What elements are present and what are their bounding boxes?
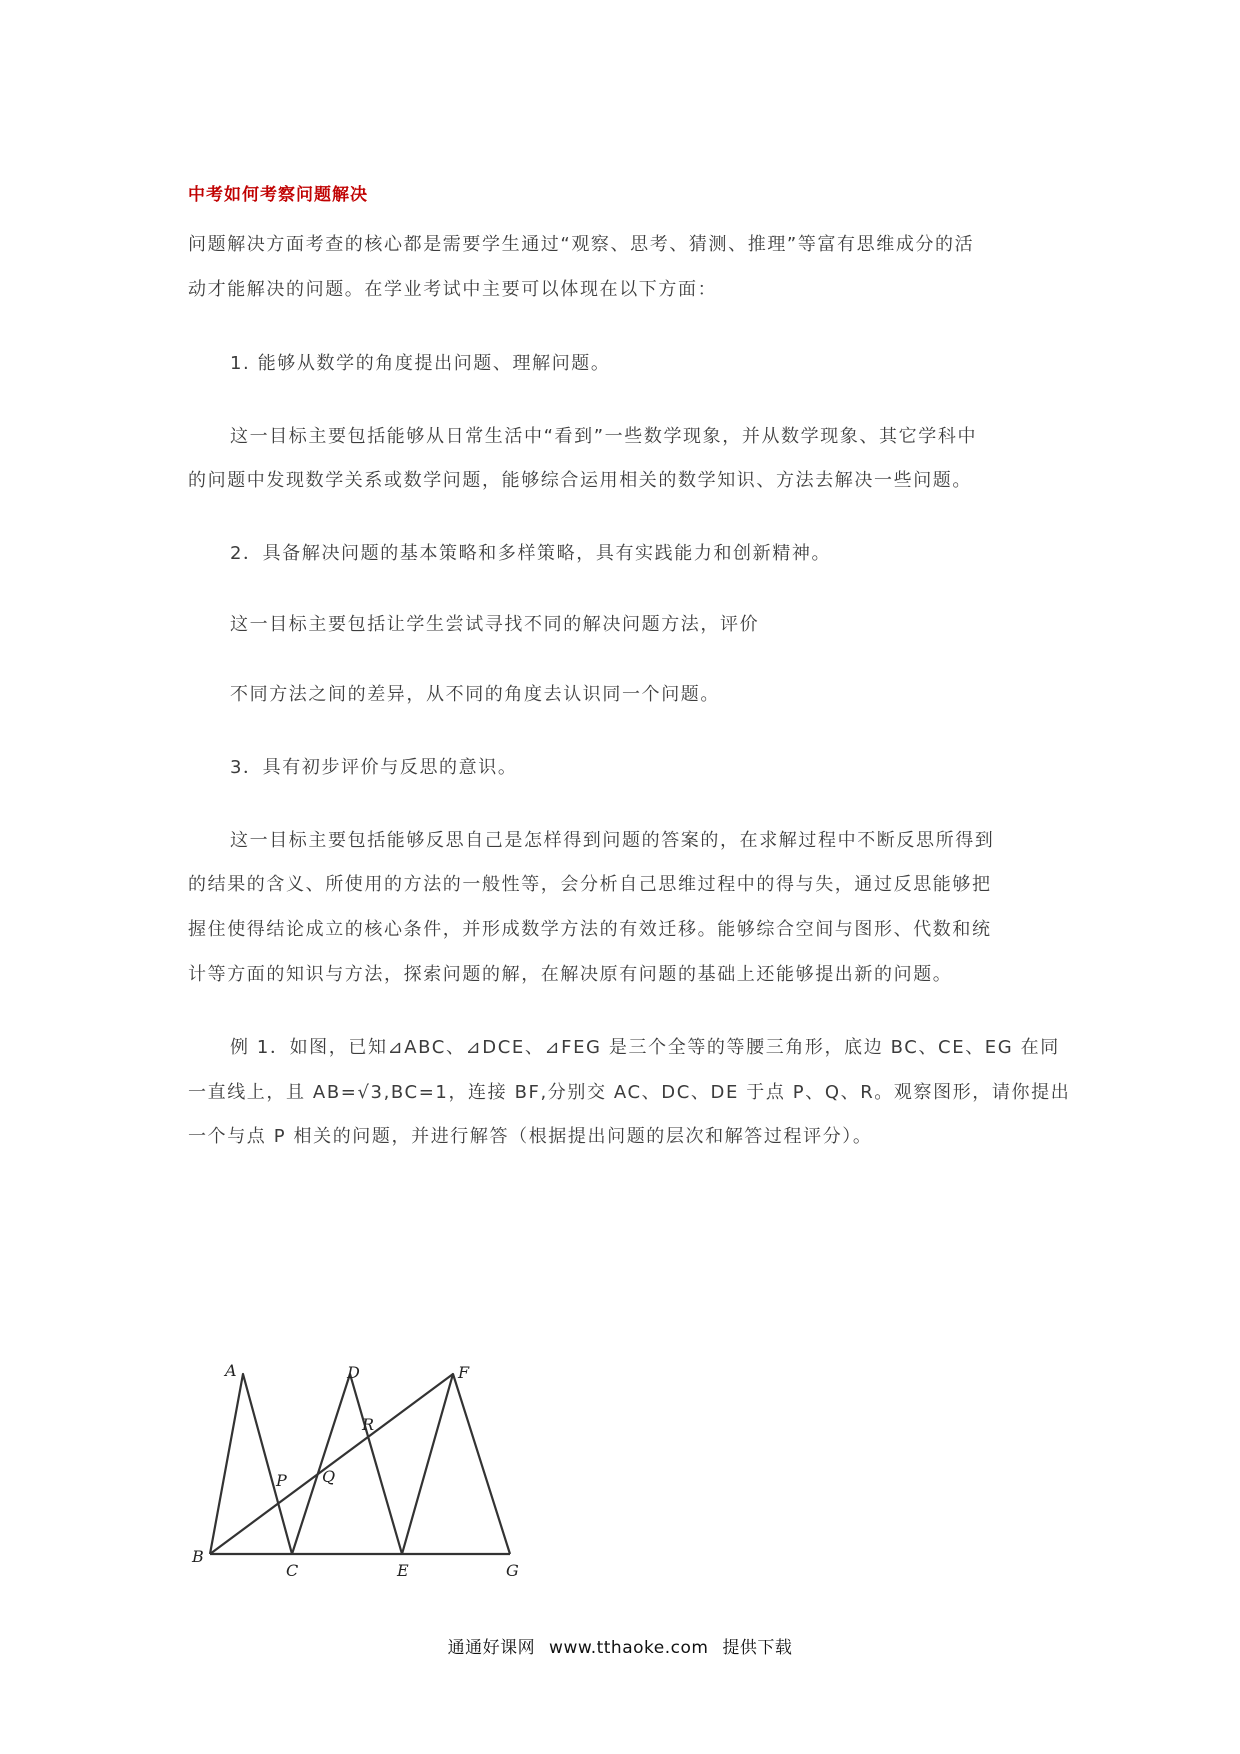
page-footer [0,1633,1240,1658]
intro-line-1: 问题解决方面考查的核心都是需要学生通过“观察、思考、猜测、推理”等富有思维成分的活 [188,234,975,255]
item-2-body-line-2: 不同方法之间的差异，从不同的角度去认识同一个问题。 [230,684,720,705]
label-d: D [347,1363,360,1382]
item-1-body-line-1: 这一目标主要包括能够从日常生活中“看到”一些数学现象，并从数学现象、其它学科中 [230,426,978,447]
example-line-3: 一个与点 P 相关的问题，并进行解答（根据提出问题的层次和解答过程评分）。 [188,1126,873,1147]
item-3-body-line-3: 握住使得结论成立的核心条件，并形成数学方法的有效迁移。能够综合空间与图形、代数和统 [188,919,992,940]
example-line-1: 例 1．如图，已知⊿ABC、⊿DCE、⊿FEG 是三个全等的等腰三角形，底边 BC、CE、EG 在同 [230,1037,1060,1058]
item-2-heading: 2．具备解决问题的基本策略和多样策略，具有实践能力和创新精神。 [230,543,832,564]
footer-site-name: 通通好课网 [447,1638,536,1658]
geometry-figure [190,1330,590,1580]
item-3-body-line-1: 这一目标主要包括能够反思自己是怎样得到问题的答案的，在求解过程中不断反思所得到 [230,830,995,851]
footer-suffix: 提供下载 [722,1638,793,1658]
triangle-abc [210,1374,292,1554]
item-2-body-line-1: 这一目标主要包括让学生尝试寻找不同的解决问题方法，评价 [230,614,760,635]
label-b: B [192,1547,204,1566]
segment-bf [210,1374,453,1554]
document-title: 中考如何考察问题解决 [188,185,368,205]
label-f: F [458,1363,470,1382]
intro-line-2: 动才能解决的问题。在学业考试中主要可以体现在以下方面： [188,279,718,300]
footer-url[interactable]: www.tthaoke.com [549,1638,709,1658]
label-q: Q [322,1467,336,1486]
label-e: E [397,1561,409,1580]
item-1-body-line-2: 的问题中发现数学关系或数学问题，能够综合运用相关的数学知识、方法去解决一些问题。 [188,470,972,491]
triangle-dce [292,1374,402,1554]
label-r: R [362,1415,375,1434]
item-3-heading: 3．具有初步评价与反思的意识。 [230,757,518,778]
label-a: A [225,1361,237,1380]
item-1-heading: 1. 能够从数学的角度提出问题、理解问题。 [230,353,611,374]
item-3-body-line-2: 的结果的含义、所使用的方法的一般性等，会分析自己思维过程中的得与失，通过反思能够把 [188,874,992,895]
label-c: C [286,1561,299,1580]
example-line-2: 一直线上，且 AB=√3,BC=1，连接 BF,分别交 AC、DC、DE 于点 P、Q、R。观察图形，请你提出 [188,1082,1071,1103]
triangles-diagram [190,1330,590,1580]
item-3-body-line-4: 计等方面的知识与方法，探索问题的解，在解决原有问题的基础上还能够提出新的问题。 [188,964,953,985]
label-g: G [506,1561,519,1580]
label-p: P [276,1471,287,1490]
